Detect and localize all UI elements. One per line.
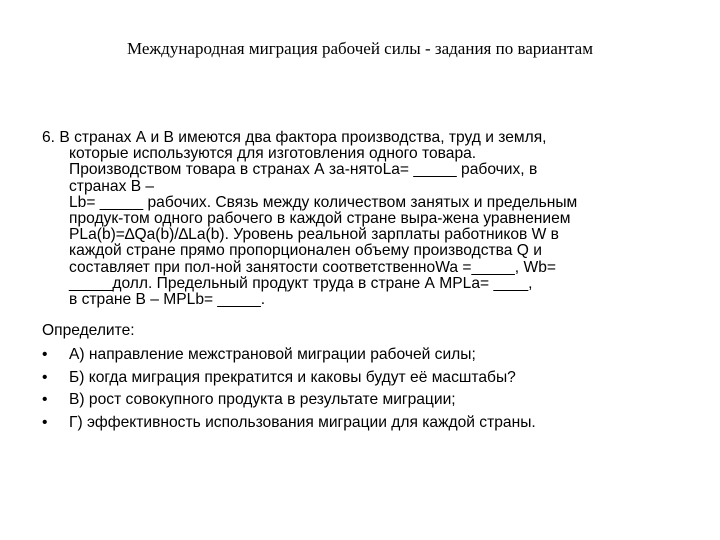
task-line: в стране В – MPLb= _____. <box>69 291 266 309</box>
list-item <box>42 391 536 414</box>
slide-title: Международная миграция рабочей силы - задания по вариантам <box>127 39 593 58</box>
list-item <box>42 369 536 392</box>
list-item <box>42 414 536 437</box>
bullet: • <box>42 368 48 386</box>
question-text: Г) эффективность использования миграции для каждой страны. <box>69 413 536 431</box>
task-line: Lb= _____ рабочих. Связь между количеством занятых и предельным <box>69 193 578 211</box>
define-label: Определите: <box>42 322 135 339</box>
question-text: Б) когда миграция прекратится и каковы будут её масштабы? <box>69 368 516 386</box>
bullet: • <box>42 391 48 408</box>
question-text: В) рост совокупного продукта в результате миграции; <box>69 391 456 408</box>
task-line: продук-том одного рабочего в каждой стране выра-жена уравнением <box>69 210 571 228</box>
bullet: • <box>42 413 48 431</box>
task-line: 6. В странах А и В имеются два фактора производства, труд и земля, <box>42 129 547 146</box>
task-line: составляет при пол-ной занятости соответственноWa =_____, Wb= <box>69 258 556 276</box>
list-item <box>42 346 536 369</box>
task-line: Производством товара в странах А за-нятоLa= _____ рабочих, в <box>69 161 538 179</box>
task-line: каждой стране прямо пропорционален объему производства Q и <box>69 242 542 260</box>
task-line: странах В – <box>69 177 155 195</box>
task-text <box>42 130 692 308</box>
question-text: А) направление межстрановой миграции рабочей силы; <box>69 346 476 363</box>
question-list <box>42 346 536 436</box>
bullet: • <box>42 346 48 363</box>
task-line: PLa(b)=∆Qa(b)/∆La(b). Уровень реальной зарплаты работников W в <box>69 226 559 244</box>
task-line: _____долл. Предельный продукт труда в стране А MPLa= ____, <box>69 274 533 292</box>
task-line: которые используются для изготовления одного товара. <box>69 145 477 163</box>
